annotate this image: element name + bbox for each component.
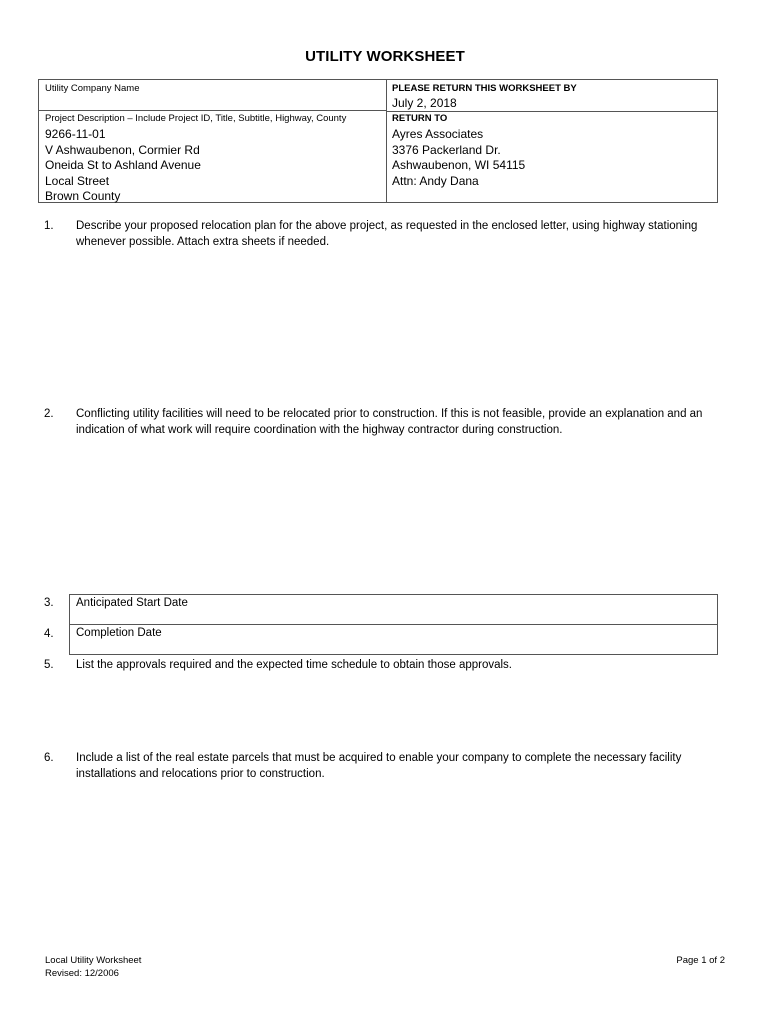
return-by-cell bbox=[387, 80, 717, 111]
answer-area-2[interactable] bbox=[69, 456, 718, 586]
question-number: 4. bbox=[44, 628, 54, 640]
project-line: 9266-11-01 bbox=[45, 127, 106, 141]
return-by-label: PLEASE RETURN THIS WORKSHEET BY bbox=[392, 83, 577, 94]
footer-form-name: Local Utility Worksheet bbox=[45, 955, 142, 966]
project-line: Oneida St to Ashland Avenue bbox=[45, 158, 201, 172]
utility-company-cell[interactable] bbox=[39, 80, 387, 111]
project-description-label: Project Description – Include Project ID, Title, Subtitle, Highway, County bbox=[45, 113, 347, 124]
question-text: List the approvals required and the expected time schedule to obtain those approvals. bbox=[76, 659, 513, 671]
project-line: Brown County bbox=[45, 189, 121, 203]
project-description-cell bbox=[39, 111, 387, 202]
return-to-line: Ashwaubenon, WI 54115 bbox=[392, 158, 526, 172]
project-line: V Ashwaubenon, Cormier Rd bbox=[45, 142, 200, 157]
return-to-line: Attn: Andy Dana bbox=[392, 173, 479, 188]
project-description-lines bbox=[45, 127, 201, 205]
question-text: Conflicting utility facilities will need to be relocated prior to construction. If this is not feasible, provide an explanation and an indication of what work will require coordination with the highway contractor during construction. bbox=[76, 408, 703, 436]
return-by-date: July 2, 2018 bbox=[392, 96, 457, 110]
answer-area-6[interactable] bbox=[69, 786, 718, 936]
footer-left bbox=[45, 955, 141, 980]
question-number: 6. bbox=[44, 752, 54, 764]
answer-area-5[interactable] bbox=[69, 678, 718, 744]
question-number: 2. bbox=[44, 408, 54, 420]
completion-date-label: Completion Date bbox=[76, 627, 162, 639]
page-title: UTILITY WORKSHEET bbox=[305, 48, 465, 65]
question-number: 1. bbox=[44, 220, 54, 232]
page-number: Page 1 of 2 bbox=[676, 955, 725, 966]
return-to-line: 3376 Packerland Dr. bbox=[392, 142, 501, 157]
start-date-label: Anticipated Start Date bbox=[76, 597, 188, 609]
project-line: Local Street bbox=[45, 173, 110, 188]
question-text: Describe your proposed relocation plan for the above project, as requested in the enclosed letter, using highway stationing whenever possible. Attach extra sheets if needed. bbox=[76, 220, 698, 248]
return-to-line: Ayres Associates bbox=[392, 127, 484, 141]
question-text: Include a list of the real estate parcels that must be acquired to enable your company to complete the necessary facility installations and relocations prior to construction. bbox=[76, 752, 682, 780]
answer-area-1[interactable] bbox=[69, 252, 718, 397]
return-to-lines bbox=[392, 127, 525, 189]
footer-revised: Revised: 12/2006 bbox=[45, 967, 119, 979]
return-to-label: RETURN TO bbox=[392, 113, 448, 124]
header-table bbox=[38, 79, 718, 203]
utility-company-label: Utility Company Name bbox=[45, 83, 140, 94]
question-number: 5. bbox=[44, 659, 54, 671]
question-number: 3. bbox=[44, 597, 54, 609]
return-to-cell bbox=[387, 111, 717, 202]
start-date-field[interactable] bbox=[69, 594, 718, 625]
completion-date-field[interactable] bbox=[69, 624, 718, 655]
